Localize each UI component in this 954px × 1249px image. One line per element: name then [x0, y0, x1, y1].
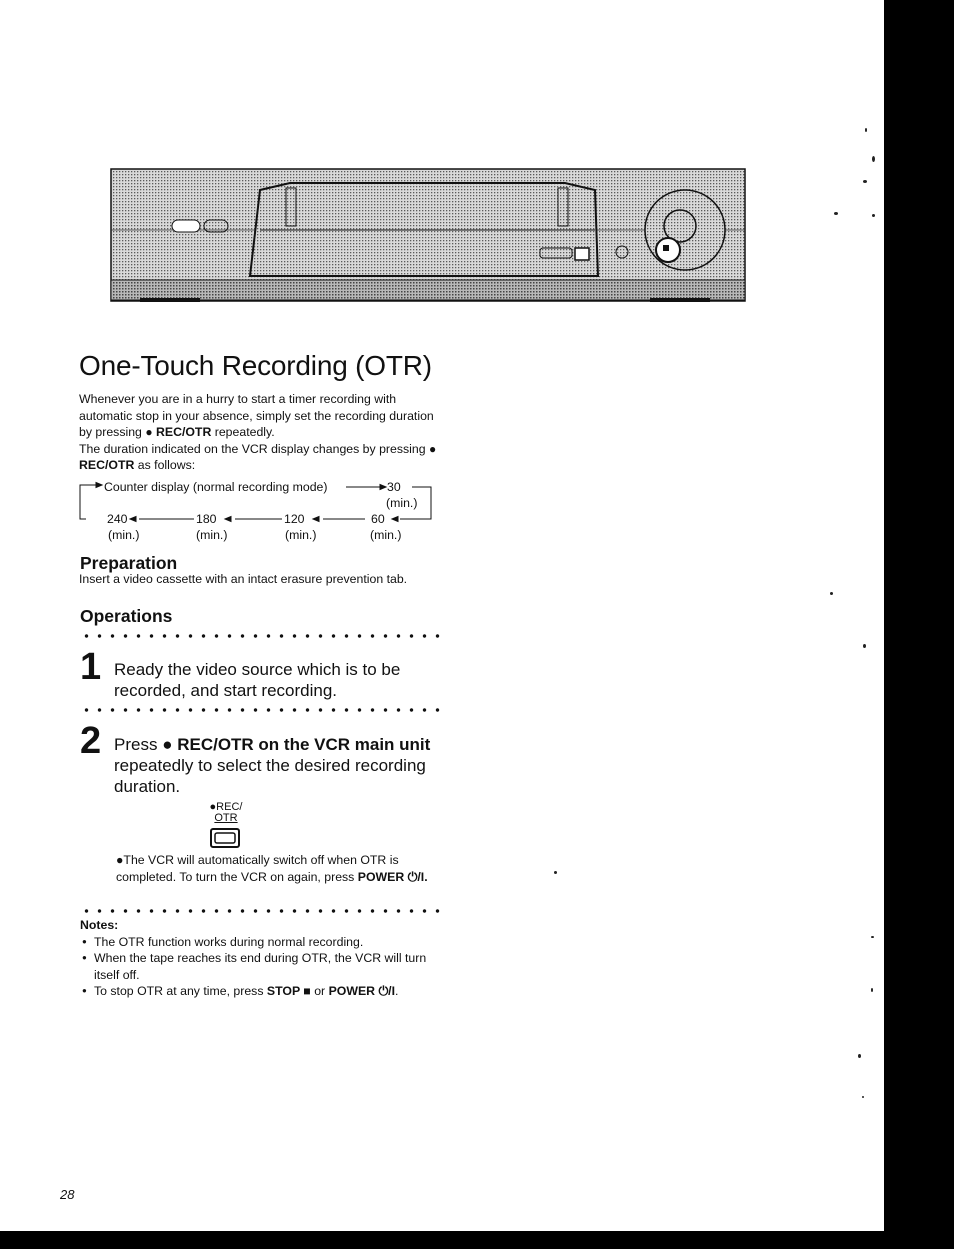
- value-60: 60: [371, 512, 385, 526]
- unit-60: (min.): [370, 528, 402, 542]
- unit-240: (min.): [108, 528, 140, 542]
- intro-p1-text: Whenever you are in a hurry to start a timer recording with automatic stop in your absence, simply set the recording duration by pressing: [79, 392, 434, 439]
- notes-list: [82, 934, 442, 999]
- dotted-divider: [80, 632, 440, 640]
- note-3-end: .: [395, 983, 399, 998]
- dotted-divider: [80, 907, 440, 915]
- otr-label: OTR: [214, 812, 238, 824]
- scan-speck: [830, 592, 833, 595]
- record-dot-icon: ●: [145, 425, 153, 439]
- preparation-text: Insert a video cassette with an intact erasure prevention tab.: [79, 572, 408, 586]
- note-item: [82, 983, 442, 999]
- intro-text: [79, 391, 439, 474]
- value-120: 120: [284, 512, 305, 526]
- scan-speck: [858, 1054, 861, 1058]
- scan-speck: [871, 936, 874, 938]
- step-2-note-text: ●The VCR will automatically switch off when OTR is completed. To turn the VCR on again, press: [116, 853, 399, 884]
- step-1-number: 1: [80, 646, 102, 688]
- scan-speck: [871, 988, 873, 992]
- operations-heading: Operations: [80, 606, 173, 626]
- value-30: 30: [387, 480, 401, 494]
- intro-p1-end: repeatedly.: [211, 425, 275, 439]
- rec-label: ●REC/: [209, 801, 243, 813]
- scan-speck: [863, 644, 866, 648]
- record-dot-icon: ●: [429, 441, 437, 456]
- power-symbol: ⏻/I.: [404, 869, 428, 884]
- intro-p2-end: as follows:: [134, 458, 196, 472]
- value-180: 180: [196, 512, 217, 526]
- intro-p2-text: The duration indicated on the VCR display changes by pressing: [79, 441, 429, 456]
- note-3-or: or: [310, 983, 329, 998]
- step-2-press: Press: [114, 735, 163, 754]
- note-item: ● The OTR function works during normal recording.: [82, 934, 442, 950]
- record-dot-icon: ●: [162, 735, 173, 754]
- rec-otr-button-label: [207, 802, 245, 824]
- step-2-number: 2: [80, 720, 102, 762]
- counter-display-label: Counter display (normal recording mode): [104, 480, 328, 494]
- value-240: 240: [107, 512, 128, 526]
- stop-label: STOP ■: [266, 983, 311, 998]
- note-item: ● When the tape reaches its end during OTR, the VCR will turn itself off.: [82, 950, 442, 983]
- step-2-rec-otr-bold: REC/OTR on the VCR main unit: [177, 735, 431, 754]
- scan-speck: [872, 156, 875, 162]
- intro-p2-rec-otr: REC/OTR: [79, 458, 135, 472]
- page-number: 28: [60, 1187, 75, 1202]
- unit-120: (min.): [285, 528, 317, 542]
- step-1-text: Ready the video source which is to be recorded, and start recording.: [114, 660, 401, 700]
- page-title: One-Touch Recording (OTR): [79, 350, 432, 381]
- scan-speck: [865, 128, 867, 132]
- unit-180: (min.): [196, 528, 228, 542]
- power-label: POWER: [357, 869, 405, 884]
- notes-heading: Notes:: [80, 918, 119, 932]
- vcr-illustration: [110, 168, 746, 302]
- power-label: POWER ⏻/I: [328, 983, 396, 998]
- duration-cycle-diagram: [79, 479, 439, 549]
- note-3-text: To stop OTR at any time, press: [94, 983, 267, 998]
- rec-otr-button-icon: [210, 828, 240, 848]
- unit-30: (min.): [386, 496, 418, 510]
- preparation-heading: Preparation: [80, 553, 178, 573]
- dotted-divider: [80, 706, 440, 714]
- scan-speck: [554, 871, 557, 874]
- scan-speck: [872, 214, 875, 217]
- intro-p1-rec-otr: REC/OTR: [155, 425, 212, 439]
- step-2-note: [116, 852, 446, 885]
- step-2-rest: repeatedly to select the desired recording duration.: [114, 756, 426, 796]
- step-2-text: [114, 734, 444, 797]
- scan-speck: [834, 212, 838, 215]
- scan-speck: [863, 180, 867, 183]
- scan-speck: [862, 1096, 864, 1098]
